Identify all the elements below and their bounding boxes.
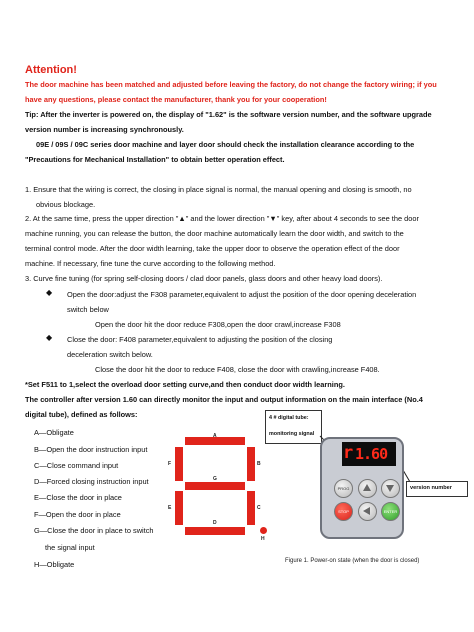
up-arrow-icon [363,484,371,491]
segment-label-c: C [257,505,261,511]
legend-item-g: G—Close the door in place to switch [34,526,154,535]
segment-label-d: D [213,520,217,526]
stop-button[interactable] [334,502,353,521]
tip-line-1: Tip: After the inverter is powered on, the display of "1.62" is the software version number, and the software upgrade [25,110,432,119]
down-button[interactable] [381,479,400,498]
legend-item-c: C—Close command input [34,461,119,470]
up-button[interactable] [358,479,377,498]
left-arrow-icon [363,507,370,515]
open-line-3: Open the door hit the door reduce F308,open the door crawl,increase F308 [95,320,341,329]
controller-line-1: The controller after version 1.60 can directly monitor the input and output information on the main interface (No.4 [25,395,423,404]
callout-digital-text: 4 # digital tube: [269,415,309,421]
controller-line-2: digital tube), defined as follows: [25,410,138,419]
bullet-diamond-icon: ◆ [46,333,53,342]
tip-line-2: version number is increasing synchronously. [25,125,184,134]
step1-line-1: 1. Ensure that the wiring is correct, the closing in place signal is normal, the manual opening and closing is smooth, no [25,185,412,194]
close-line-3: Close the door hit the door to reduce F408, close the door with crawling,increase F408. [95,365,380,374]
open-line-1: Open the door:adjust the F308 parameter,equivalent to adjust the position of the door opening deceleration [67,290,417,299]
step2-line-1: 2. At the same time, press the upper direction "▲" and the lower direction "▼" key, after about 4 seconds to see the door [25,214,419,223]
open-line-2: switch below [67,305,109,314]
legend-item-d: D—Forced closing instruction input [34,477,149,486]
segment-label-g: G [213,476,217,482]
step3-line-1: 3. Curve fine tuning (for spring self-closing doors / clad door panels, glass doors and other heavy load doors). [25,274,383,283]
legend-item-a: A—Obligate [34,428,74,437]
segment-label-b: B [257,461,261,467]
segment-label-e: E [168,505,172,511]
step2-line-4: machine. If necessary, fine tune the curve according to the following method. [25,259,276,268]
version-callout-text: version number [410,485,452,491]
legend-item-g-cont: the signal input [45,543,95,552]
legend-item-h: H—Obligate [34,560,75,569]
warning-line-2: have any questions, please contact the manufacturer, thank you for your cooperation! [25,95,327,104]
step2-line-3: terminal control mode. After the door width learning, take the upper door to observe the operation effect of the door [25,244,400,253]
series-line-2: "Precautions for Mechanical Installation" to obtain better operation effect. [25,155,285,164]
warning-line-1: The door machine has been matched and adjusted before leaving the factory, do not change the factory wiring; if you [25,80,437,89]
left-button[interactable] [358,502,377,521]
enter-button-label: ENTER [383,509,398,514]
display-value: 1.60 [355,445,388,463]
version-callout [406,481,468,497]
display-prefix: r [343,443,354,463]
segment-label-h: H [261,536,265,542]
step2-line-2: machine running, you can release the button, the door machine automatically learn the door width, and switch to the [25,229,404,238]
bullet-diamond-icon: ◆ [46,288,53,297]
callout-monitor-text: monitoring signal [269,431,315,437]
enter-button[interactable] [381,502,400,521]
attention-heading: Attention! [25,64,77,76]
legend-item-e: E—Close the door in place [34,493,122,502]
prog-button[interactable] [334,479,353,498]
close-line-1: Close the door: F408 parameter,equivalent to adjusting the position of the closing [67,335,333,344]
series-line-1: 09E / 09S / 09C series door machine and layer door should check the installation clearance according to the [36,140,415,149]
prog-button-label: PROG [337,486,350,491]
legend-item-b: B—Open the door instruction input [34,445,148,454]
close-line-2: deceleration switch below. [67,350,153,359]
segment-label-f: F [168,461,172,467]
legend-item-f: F—Open the door in place [34,510,121,519]
set-line: *Set F511 to 1,select the overload door setting curve,and then conduct door width learning. [25,380,345,389]
step1-line-2: obvious blockage. [36,200,96,209]
stop-button-label: STOP [338,509,349,514]
figure-caption: Figure 1. Power-on state (when the door is closed) [285,558,420,564]
down-arrow-icon [386,485,394,492]
segment-label-a: A [213,433,217,439]
